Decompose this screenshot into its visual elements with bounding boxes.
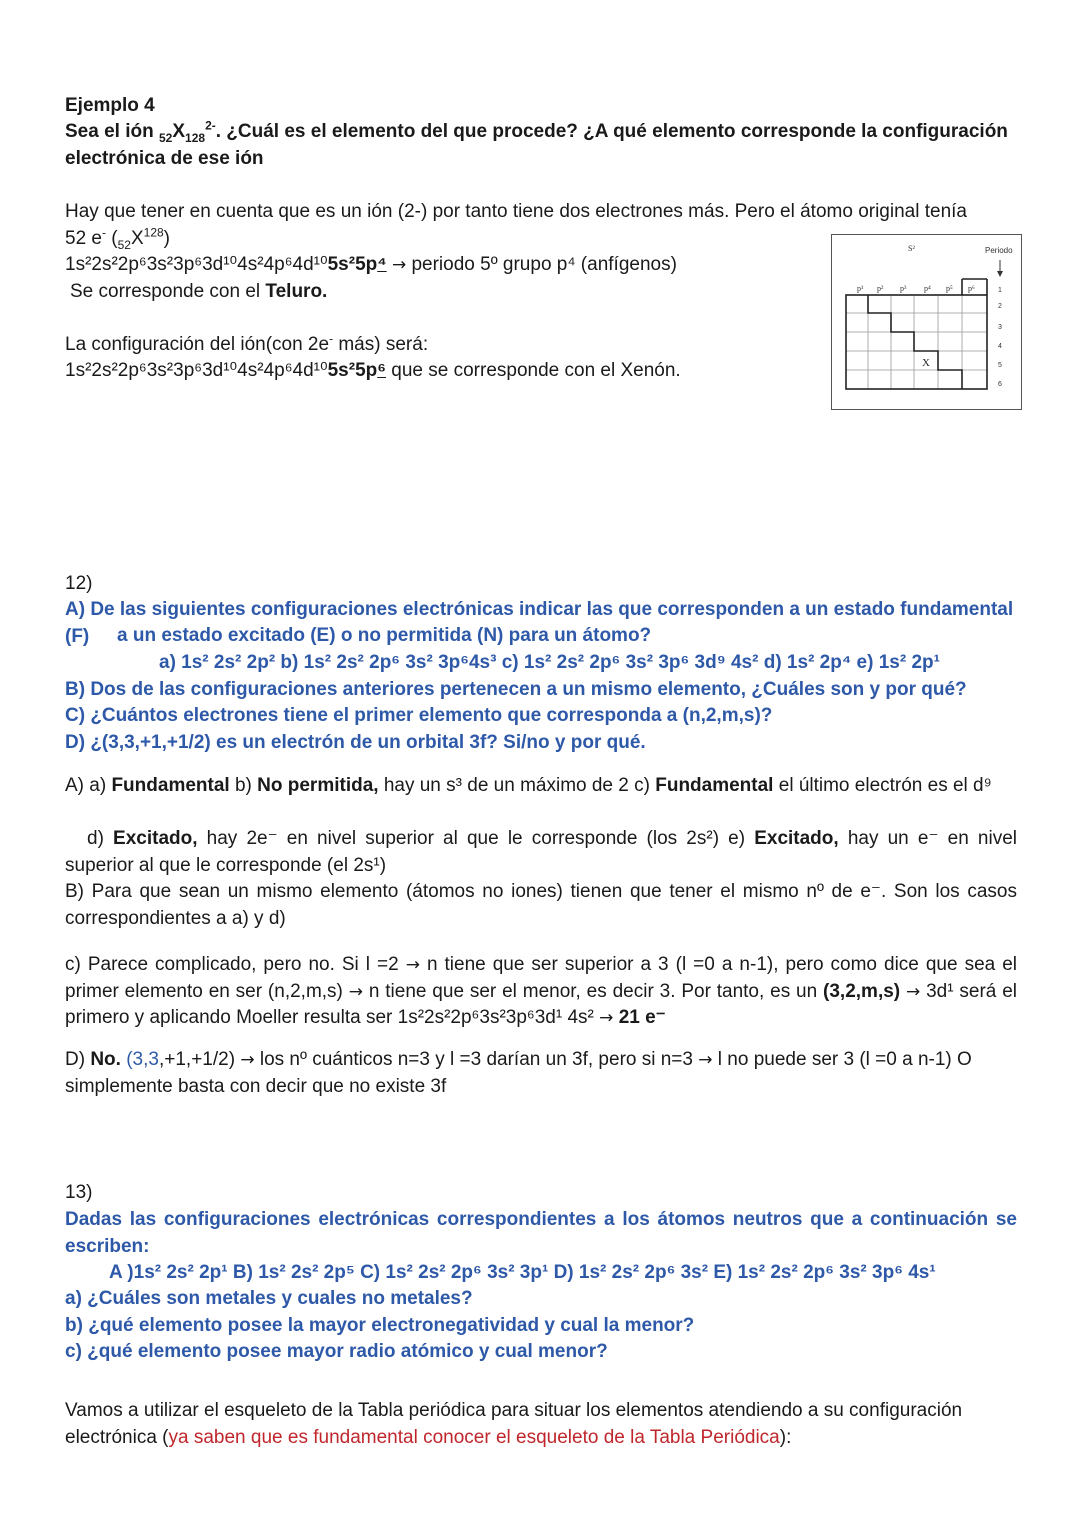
q12-number: 12) [65,573,93,594]
q12-c: C) ¿Cuántos electrones tiene el primer elemento que corresponda a (n,2,m,s)? [65,705,773,726]
period-5: 5 [998,362,1002,369]
p4-label: p⁴ [924,284,931,293]
period-arrow-head-icon [997,271,1003,277]
q13-a: a) ¿Cuáles son metales y cuales no metales? [65,1288,473,1309]
skeleton-grid [846,295,987,389]
period-4: 4 [998,343,1002,350]
a12-d: D) No. (3,3,+1,+1/2) → los nº cuánticos n=3 y l =3 darían un 3f, pero si n=3 → l no puede ser 3 (l =0 a n-1) O simplemente basta con decir que no existe 3f [65,1049,972,1097]
q12-a-line2: a un estado excitado (E) o no permitida (N) para un átomo? [117,625,652,646]
example-heading: Ejemplo 4 [65,95,155,116]
period-3: 3 [998,324,1002,331]
teluro-line: Se corresponde con el Teluro. [70,281,328,302]
a12-b: B) Para que sean un mismo elemento (átomos no iones) tienen que tener el mismo nº de e⁻. Son los casos correspondientes a a) y d) [65,881,1017,929]
s2-label: S² [908,244,915,253]
period-1: 1 [998,287,1002,294]
periodic-table-skeleton [831,234,1022,410]
q13-intro: Dadas las configuraciones electrónicas correspondientes a los átomos neutros que a continuación se escriben: [65,1209,1017,1257]
q13-options: A )1s² 2s² 2p¹ B) 1s² 2s² 2p⁵ C) 1s² 2s² 2p⁶ 3s² 3p¹ D) 1s² 2s² 2p⁶ 3s² E) 1s² 2s² 2p⁶ 3s² 3p⁶ 4s¹ [109,1262,936,1283]
periodo-label: Periodo [985,246,1013,255]
q12-options: a) 1s² 2s² 2p² b) 1s² 2s² 2p⁶ 3s² 3p⁶4s³ c) 1s² 2s² 2p⁶ 3s² 3p⁶ 3d⁹ 4s² d) 1s² 2p⁴ e) 1s² 2p¹ [159,652,940,673]
a12-a: A) a) Fundamental b) No permitida, hay un s³ de un máximo de 2 c) Fundamental el último electrón es el d⁹ [65,775,992,796]
ion-line: La configuración del ión(con 2e- más) será: [65,331,429,355]
period-6: 6 [998,381,1002,388]
a12-d-e: d) Excitado, hay 2e⁻ en nivel superior al que le corresponde (los 2s²) e) Excitado, hay un e⁻ en nivel superior al que le corresponde (el 2s¹) [65,828,1017,876]
p2-label: p² [877,284,884,293]
skeleton-staircase [846,279,987,389]
a12-c: c) Parece complicado, pero no. Si l =2 → n tiene que ser superior a 3 (l =0 a n-1), pero como dice que sea el primer elemento en ser (n,2,m,s) → n tiene que ser el menor, es decir 3. Por tanto, es un (3,2,m,s) → 3d¹ será el primero y aplicando Moeller resulta ser 1s²2s²2p⁶3s²3p⁶3d¹ 4s² → 21 e⁻ [65,954,1017,1028]
closing-text: Vamos a utilizar el esqueleto de la Tabla periódica para situar los elementos atendiendo a su configuración electrónica (ya saben que es fundamental conocer el esqueleto de la Tabla Periódica): [65,1400,963,1448]
p6-label: p⁶ [968,284,975,293]
p1-label: p¹ [857,284,864,293]
q13-c: c) ¿qué elemento posee mayor radio atómico y cual menor? [65,1341,608,1362]
config-neutral: 1s²2s²2p⁶3s²3p⁶3d¹⁰4s²4p⁶4d¹⁰5s²5p⁴ → periodo 5º grupo p⁴ (anfígenos) [65,254,677,275]
q13-b: b) ¿qué elemento posee la mayor electronegatividad y cual la menor? [65,1315,695,1336]
p5-label: p⁵ [946,284,953,293]
example-question: Sea el ión $_{52}X_{128}^{2-}$. ¿Cuál es el elemento del que procede? ¿A qué elemento corresponde la configuración electrónica de ese ión [65,118,1008,169]
config-ion: 1s²2s²2p⁶3s²3p⁶3d¹⁰4s²4p⁶4d¹⁰5s²5p⁶ que se corresponde con el Xenón. [65,360,681,381]
p3-label: p³ [900,284,907,293]
q12-b: B) Dos de las configuraciones anteriores pertenecen a un mismo elemento, ¿Cuáles son y por qué? [65,679,967,700]
q12-a-line1: A) De las siguientes configuraciones electrónicas indicar las que corresponden a un estado fundamental (F) [65,599,1014,647]
intro-line: Hay que tener en cuenta que es un ión (2-) por tanto tiene dos electrones más. Pero el átomo original tenía [65,201,967,222]
x-mark: X [922,357,930,369]
intro-electrons: 52 e- $(_{52}X^{128})$ [65,225,170,252]
period-2: 2 [998,303,1002,310]
q12-d: D) ¿(3,3,+1,+1/2) es un electrón de un orbital 3f? Si/no y por qué. [65,732,646,753]
q13-number: 13) [65,1182,93,1203]
